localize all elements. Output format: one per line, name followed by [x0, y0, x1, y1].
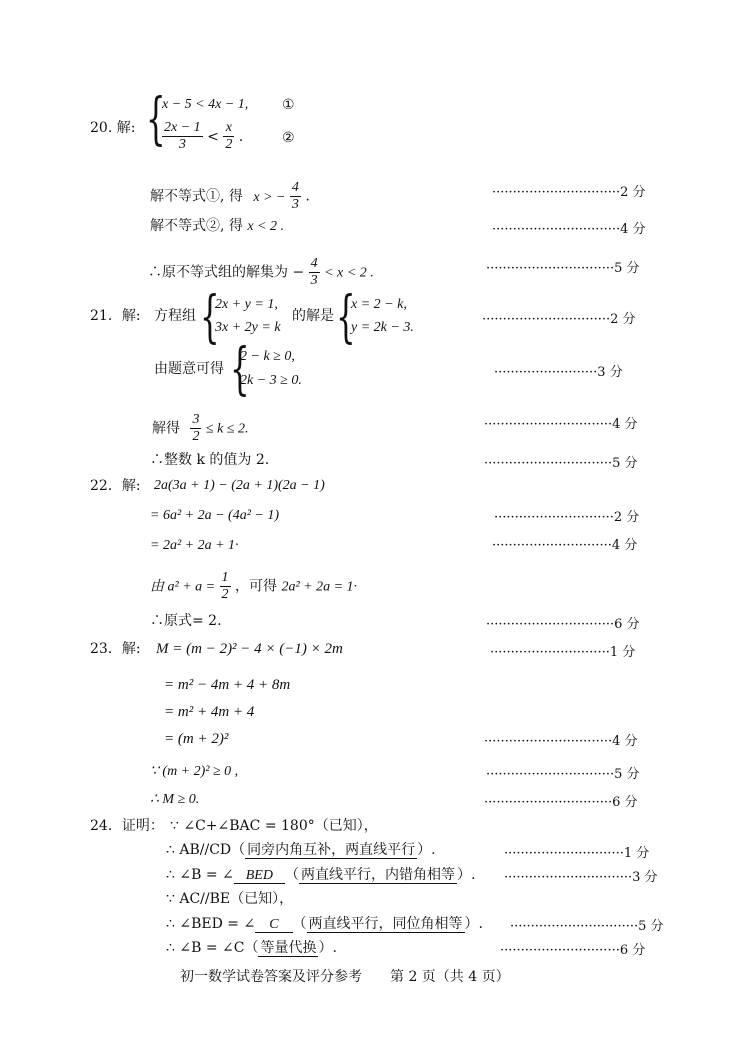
p23-line-1: M = (m − 2)² − 4 × (−1) × 2m [156, 641, 343, 657]
p21-step-4: ∴整数 k 的值为 2. [150, 452, 270, 468]
p21-eq-a: 2x + y = 1, [215, 297, 278, 312]
p23-line-6: ∴ M ≥ 0. [150, 792, 200, 807]
p21-cond-a: 2 − k ≥ 0, [240, 349, 295, 364]
p21-step-3: 解得 $\frac{3}{2}$ ≤ k ≤ 2. [152, 412, 249, 444]
p24-points-3: ·······························3 分 [504, 870, 658, 885]
p23-line-2: = m² − 4m + 4 + 8m [164, 677, 291, 693]
p24-heading: 24．证明： [90, 818, 164, 834]
p24-line-3: ∴ ∠B = ∠ BED （ 两直线平行，内错角相等 ）. [166, 867, 476, 883]
p20-points-2: ·······························4 分 [492, 222, 646, 237]
p24-points-6: ·····························6 分 [500, 943, 646, 958]
p22-line-2: = 6a² + 2a − (4a² − 1) [150, 508, 280, 523]
p23-line-5: ∵ (m + 2)² ≥ 0 , [150, 764, 239, 779]
p22-line-5: ∴原式= 2. [150, 613, 222, 629]
p21-points-4: ·······························5 分 [484, 456, 638, 471]
p20-heading: 20. 解: [90, 120, 136, 136]
p23-points-1: ·····························1 分 [490, 645, 636, 660]
p21-step-1-mid: 的解是 [292, 308, 334, 324]
p21-cond-b: 2k − 3 ≥ 0. [240, 373, 302, 388]
p22-heading: 22．解: [90, 478, 141, 494]
p22-points-3: ·····························4 分 [492, 538, 638, 553]
p22-line-1: 2a(3a + 1) − (2a + 1)(2a − 1) [154, 478, 325, 493]
p20-inequality-2: $\frac{2x - 1}{3}$ < $\frac{x}{2}$ . [164, 120, 244, 152]
p21-step-2-prefix: 由题意可得 [154, 361, 224, 377]
p21-brace-2: { [336, 285, 356, 350]
p20-points-3: ·······························5 分 [486, 261, 640, 276]
p23-line-4: = (m + 2)² [164, 731, 229, 747]
p20-points-1: ·······························2 分 [492, 185, 646, 200]
p21-brace-1: { [200, 285, 220, 350]
p24-line-2: ∴ AB//CD（ 同旁内角互补，两直线平行 ）. [166, 842, 436, 858]
p21-brace-3: { [230, 337, 250, 402]
p20-system-brace: { [146, 87, 166, 152]
p21-points-3: ·······························4 分 [484, 417, 638, 432]
p22-points-2: ·····························2 分 [494, 510, 640, 525]
p24-points-5: ·······························5 分 [510, 919, 664, 934]
p21-step-1-prefix: 方程组 [154, 308, 196, 324]
p21-sol-x: x = 2 − k, [351, 297, 407, 312]
p21-sol-y: y = 2k − 3. [351, 320, 414, 335]
page-footer: 初一数学试卷答案及评分参考 第 2 页（共 4 页） [180, 969, 510, 985]
p20-step-1: 解不等式①, 得 x > − $\frac{4}{3}$ . [150, 180, 310, 212]
p20-tag-1: ① [282, 97, 295, 113]
p21-heading: 21．解: [90, 308, 141, 324]
p22-line-4: 由 a² + a = $\frac{1}{2}$ ，可得 2a² + 2a = 1· [150, 570, 358, 602]
p20-step-2: 解不等式②, 得 x < 2 . [150, 218, 285, 234]
p22-line-3: = 2a² + 2a + 1· [150, 538, 239, 553]
p21-points-1: ·······························2 分 [482, 312, 636, 327]
p23-line-3: = m² + 4m + 4 [164, 704, 255, 720]
p23-heading: 23．解: [90, 641, 141, 657]
p24-points-2: ·····························1 分 [504, 846, 650, 861]
p23-points-6: ·······························6 分 [484, 795, 638, 810]
p23-points-5: ·······························5 分 [486, 767, 640, 782]
p24-line-5: ∴ ∠BED = ∠ C （ 两直线平行，同位角相等 ）. [166, 916, 483, 932]
p20-step-3: ∴原不等式组的解集为 − $\frac{4}{3}$ < x < 2 . [148, 256, 374, 288]
p24-line-4: ∵ AC//BE（已知）， [166, 891, 294, 907]
p20-inequality-1: x − 5 < 4x − 1, [162, 97, 249, 112]
p21-points-2: ·························3 分 [494, 365, 623, 380]
p24-line-1: ∵ ∠C+∠BAC = 180°（已知）， [170, 818, 378, 834]
p20-tag-2: ② [282, 130, 295, 146]
p22-points-5: ·······························6 分 [486, 617, 640, 632]
p24-line-6: ∴ ∠B = ∠C（ 等量代换 ）. [166, 940, 337, 956]
p23-points-4: ·······························4 分 [484, 734, 638, 749]
p21-eq-b: 3x + 2y = k [215, 320, 281, 335]
